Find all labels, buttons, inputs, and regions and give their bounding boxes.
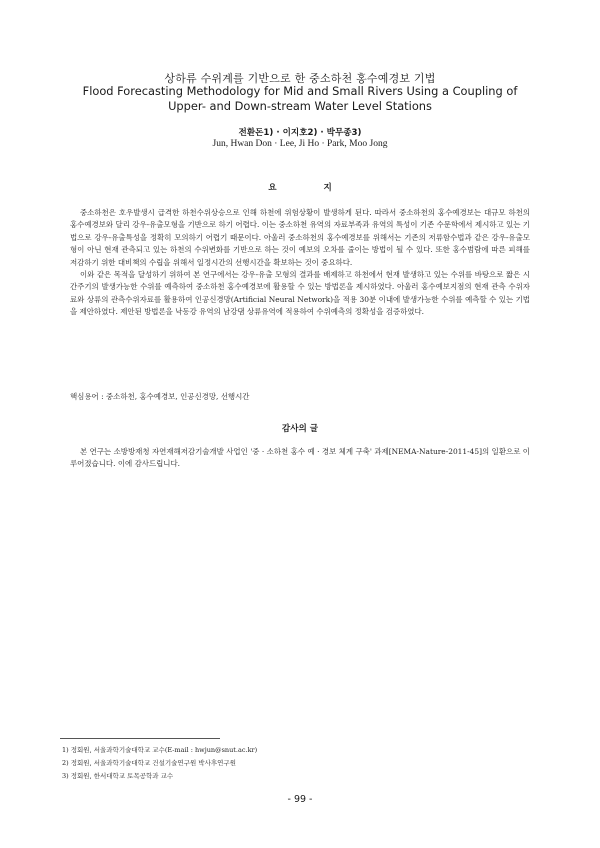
authors-korean: 전환돈1) · 이지호2) · 박무종3) (238, 128, 362, 138)
footnote-divider (60, 738, 220, 739)
footnote: 2) 정회원, 서울과학기술대학교 건설기술연구원 박사후연구원 (62, 759, 236, 767)
authors-english: Jun, Hwan Don · Lee, Ji Ho · Park, Moo Jong (212, 139, 388, 149)
footnotes (62, 744, 257, 783)
page-number: - 99 - (287, 794, 313, 805)
acknowledgement-heading: 감사의 글 (281, 424, 319, 434)
footnote: 1) 정회원, 서울과학기술대학교 교수(E-mail : hwjun@snut.ac.kr) (62, 746, 258, 754)
keywords: 핵심용어 : 중소하천, 홍수예경보, 인공신경망, 선행시간 (70, 392, 250, 401)
abstract-paragraph: 이와 같은 목적을 달성하기 위하여 본 연구에서는 강우-유출 모형의 결과를 배제하고 하천에서 현재 발생하고 있는 수위를 바탕으로 짧은 시간주기의 발생가능한 수위를 예측하여 중소하천 홍수예경보에 활용할 수 있는 방법론을 제시하였다. 아울러 홍수예보지점의 현재 관측 수위자료와 상류의 관측수위자료를 활용하여 인공신경망(Artificial Neural Network)을 적용 30분 이내에 발생가능한 수위를 예측할 수 있는 기법을 제안하였다. 제안된 방법론을 낙동강 유역의 남강댐 상류유역에 적용하여 수위예측의 정확성을 검증하였다. (70, 270, 530, 317)
abstract-paragraph: 중소하천은 호우발생시 급격한 하천수위상승으로 인해 하천에 위험상황이 발생하게 된다. 따라서 중소하천의 홍수예경보는 대규모 하천의 홍수예경보와 달리 강우-유출모형을 기반으로 하기 어렵다. 이는 중소하천 유역의 자료부족과 유역의 특성이 기존 수문학에서 제시하고 있는 기법으로 강우-유출특성을 정확히 모의하기 어렵기 때문이다. 아울러 중소하천의 홍수예경보를 위해서는 기존의 저류함수법과 같은 강우-유출모형이 아닌 현재 관측되고 있는 하천의 수위변화를 기반으로 하는 것이 예보의 오차를 줄이는 방법이 될 수 있다. 또한 홍수범람에 따른 피해를 저감하기 위한 대비책의 수립을 위해서 일정시간의 선행시간을 확보하는 것이 중요하다. (70, 208, 530, 267)
footnote: 3) 정회원, 한서대학교 토목공학과 교수 (62, 772, 174, 780)
acknowledgement-paragraph: 본 연구는 소방방재청 자연재해저감기술개발 사업인 '중 · 소하천 홍수 예 · 경보 체계 구축' 과제[NEMA-Nature-2011-45]의 일환으로 이루어졌습니다. 이에 감사드립니다. (70, 447, 530, 469)
title-korean: 상하류 수위계를 기반으로 한 중소하천 홍수예경보 기법 (164, 72, 436, 85)
title-english: Flood Forecasting Methodology for Mid and Small Rivers Using a Coupling of Upper- and Down-stream Water Level Stations (82, 84, 518, 113)
acknowledgement-body (70, 446, 530, 471)
abstract-body (70, 207, 530, 319)
abstract-heading: 요 지 (268, 183, 354, 193)
